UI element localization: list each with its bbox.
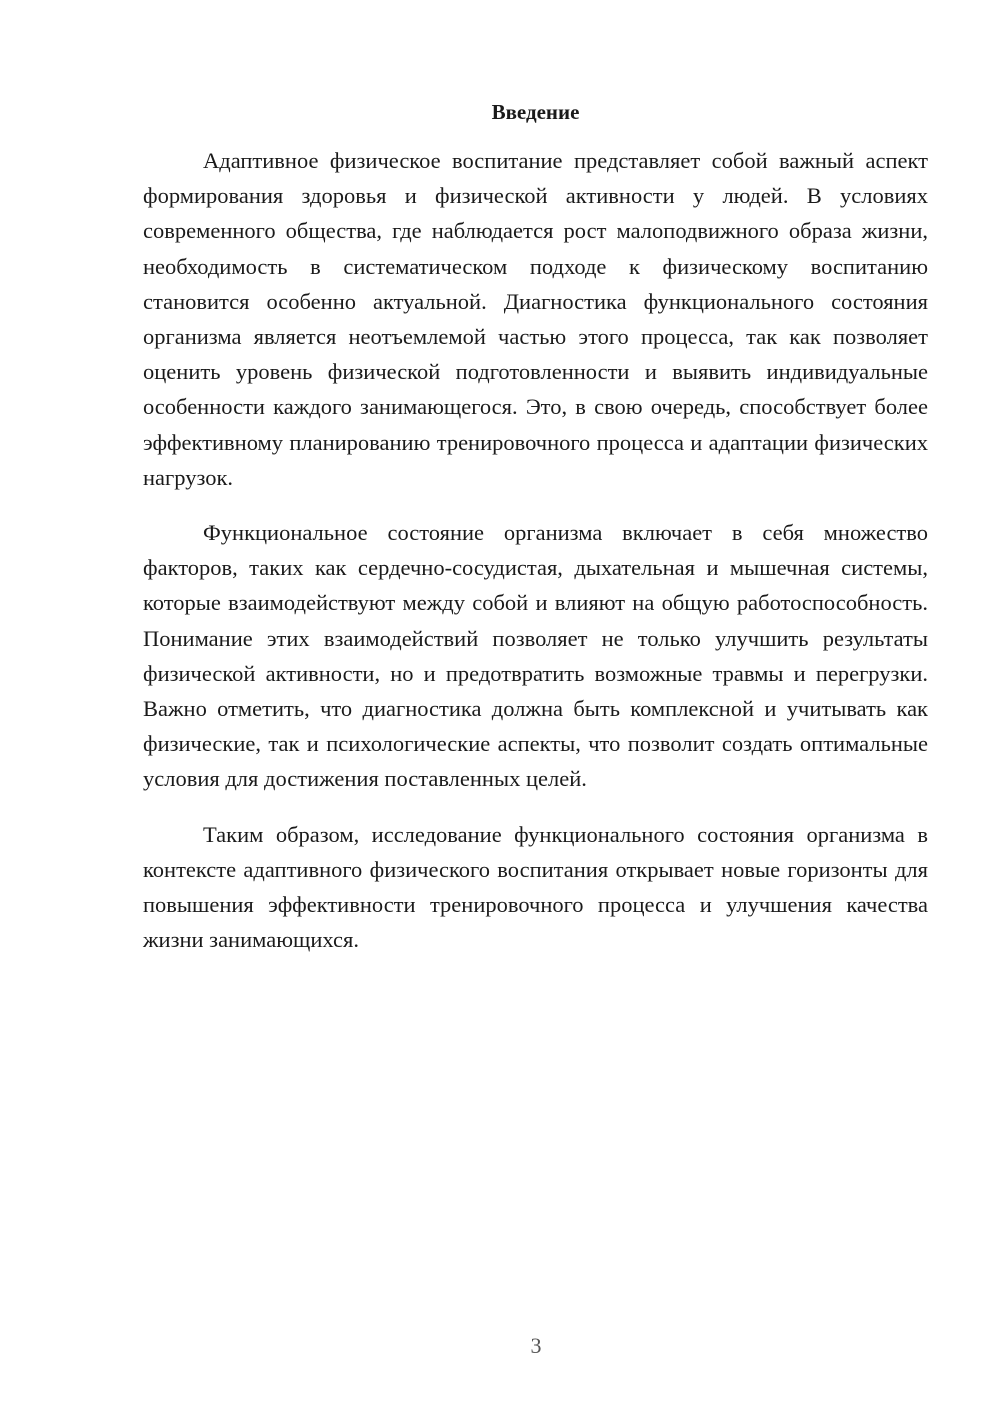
paragraph-1: Адаптивное физическое воспитание представляет собой важный аспект формирования здоровья и физической активности у людей. В условиях современного общества, где наблюдается рост малоподвижного образа жизни, необходимость в систематическом подходе к физическому воспитанию становится особенно актуальной. Диагностика функционального состояния организма является неотъемлемой частью этого процесса, так как позволяет оценить уровень физической подготовленности и выявить индивидуальные особенности каждого занимающегося. Это, в свою очередь, способствует более эффективному планированию тренировочного процесса и адаптации физических нагрузок.	[143, 148, 928, 490]
section-title: Введение	[491, 100, 580, 124]
body-text	[143, 143, 928, 977]
paragraph-3: Таким образом, исследование функционального состояния организма в контексте адаптивного физического воспитания открывает новые горизонты для повышения эффективности тренировочного процесса и улучшения качества жизни занимающихся.	[143, 821, 928, 953]
paragraph-2: Функциональное состояние организма включает в себя множество факторов, таких как сердечно-сосудистая, дыхательная и мышечная системы, которые взаимодействуют между собой и влияют на общую работоспособность. Понимание этих взаимодействий позволяет не только улучшить результаты физической активности, но и предотвратить возможные травмы и перегрузки. Важно отметить, что диагностика должна быть комплексной и учитывать как физические, так и психологические аспекты, что позволит создать оптимальные условия для достижения поставленных целей.	[143, 520, 928, 792]
page-number: 3	[530, 1333, 542, 1358]
